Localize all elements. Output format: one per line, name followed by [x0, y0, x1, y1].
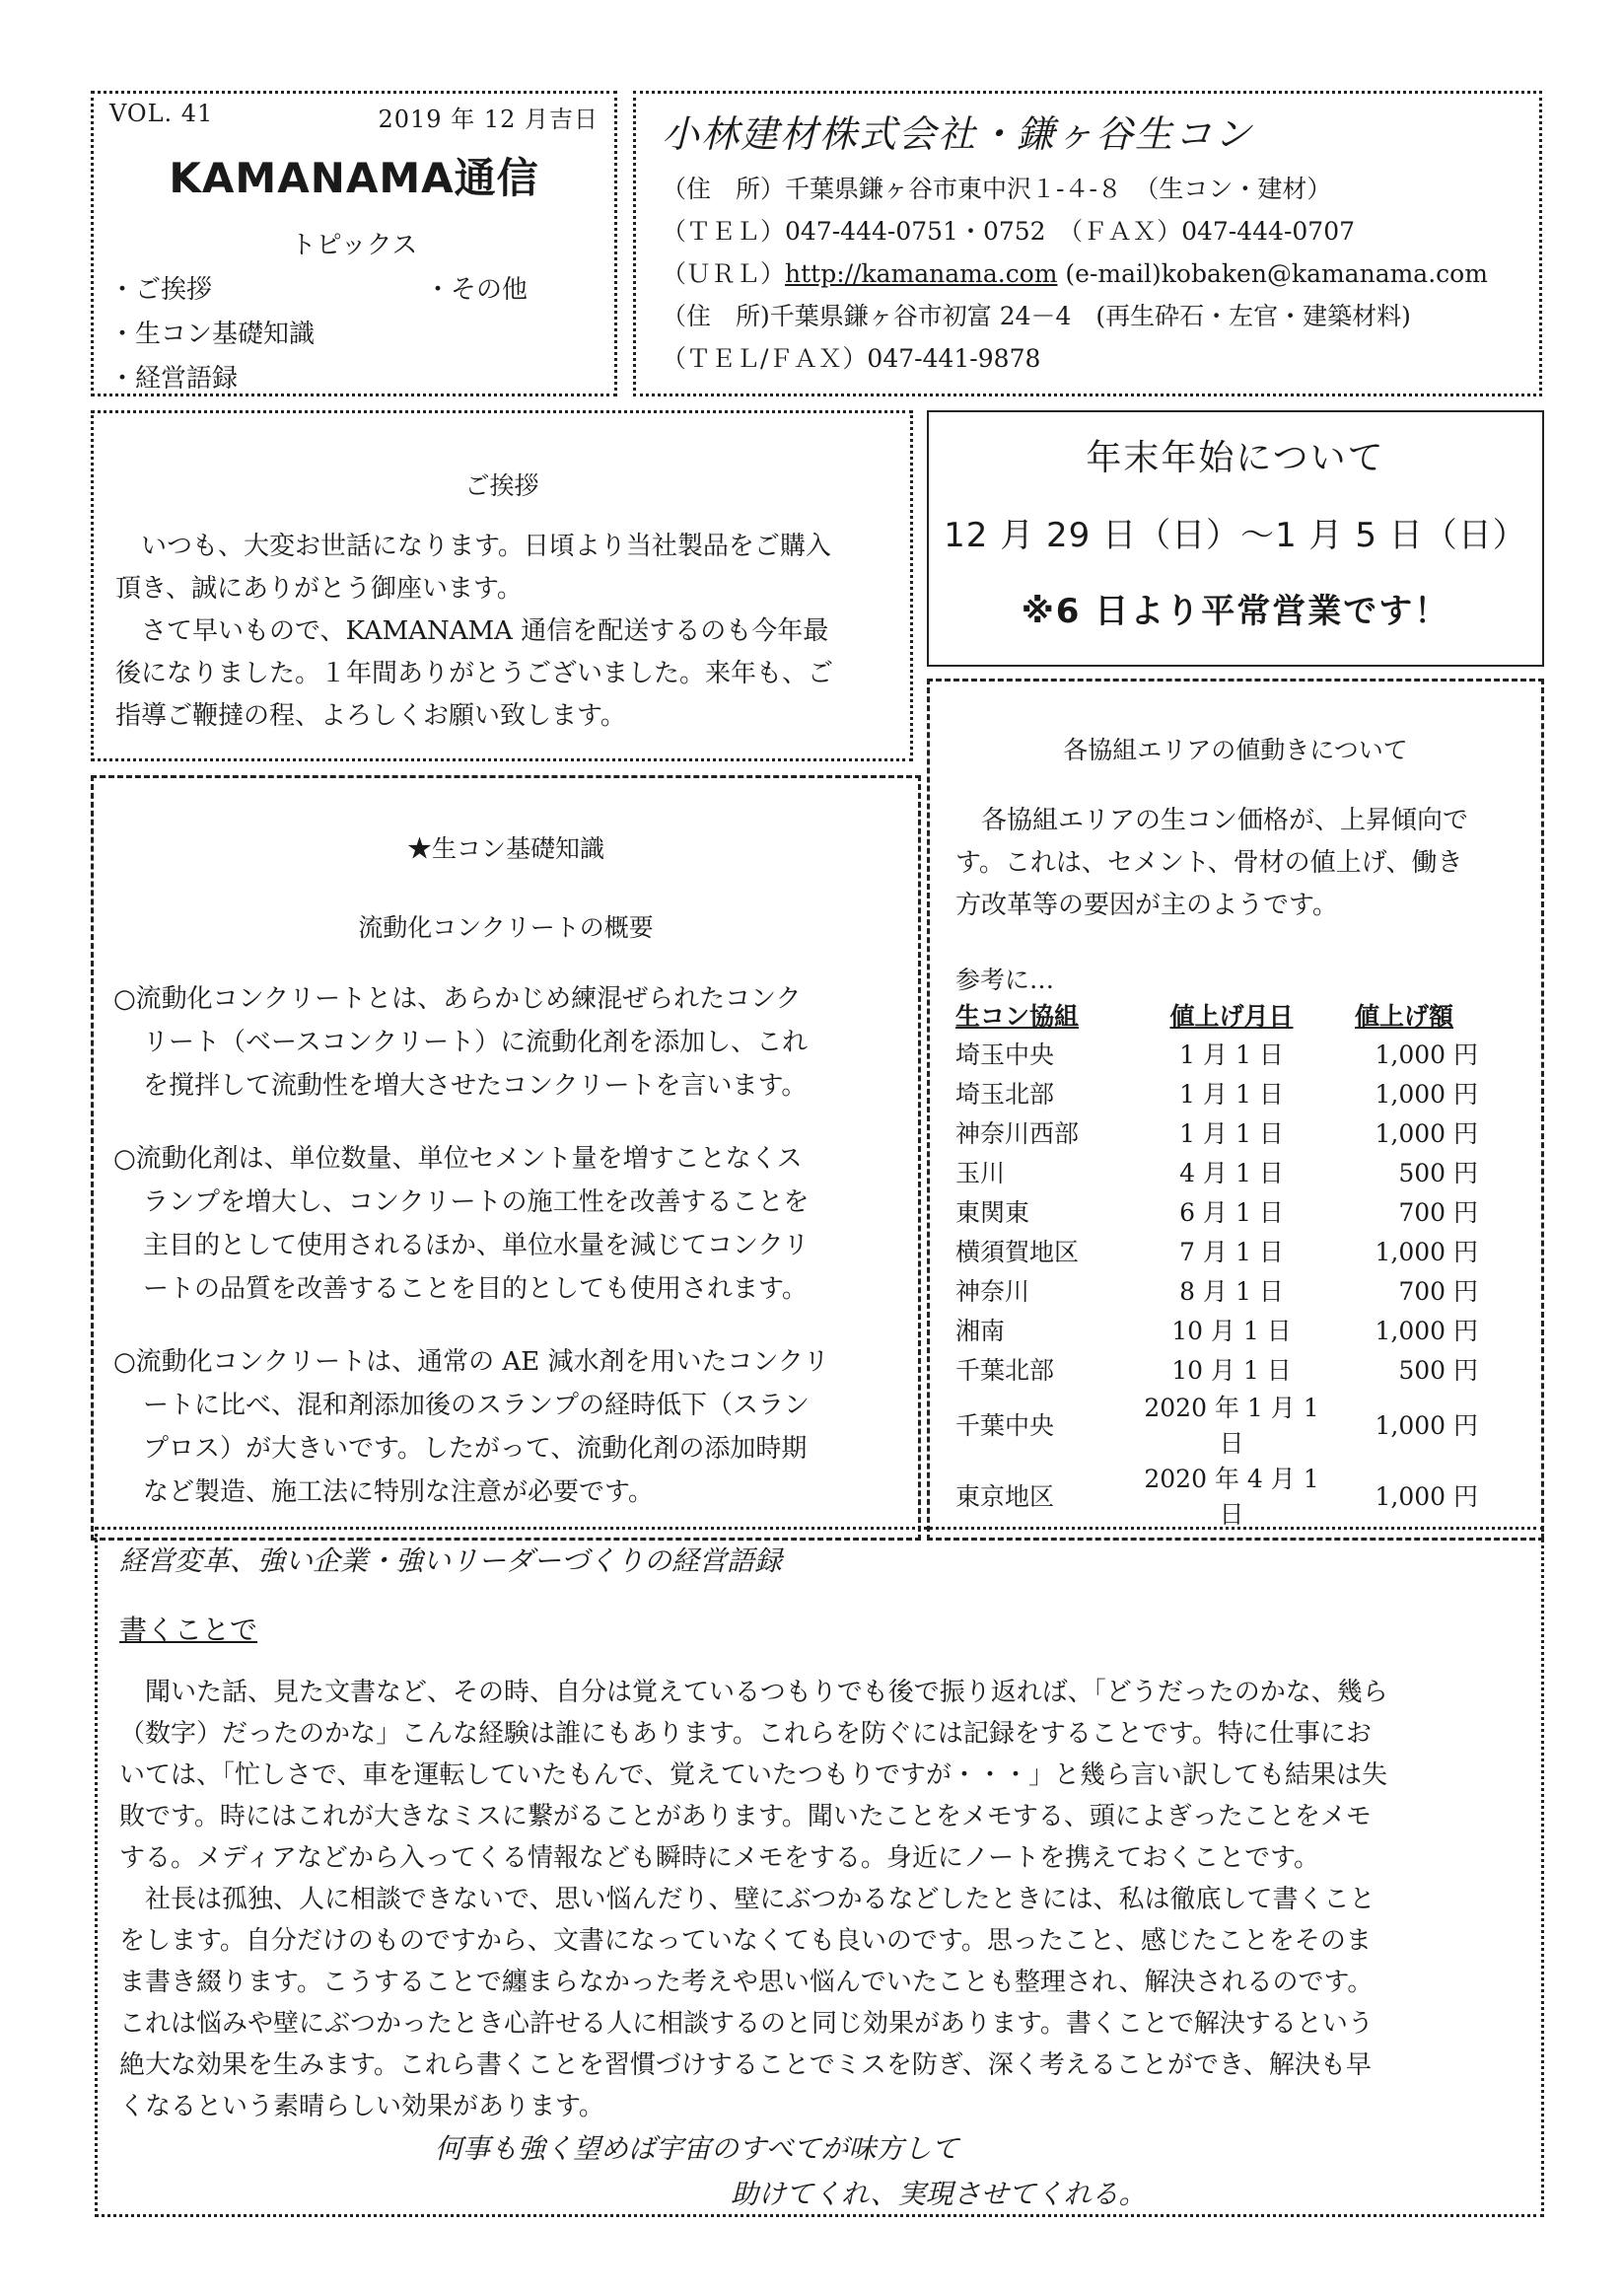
branch-tel-fax: （ＴＥＬ/ＦＡＸ）047‐441‐9878	[662, 344, 1041, 373]
cooperative-name: 横須賀地区	[955, 1238, 1080, 1266]
knowledge-item	[113, 1137, 898, 1311]
volume-number: VOL. 41	[109, 100, 214, 127]
increase-amount: 1,000 円	[1375, 1080, 1478, 1109]
knowledge-title: ★生コン基礎知識	[406, 834, 604, 863]
masthead-meta	[109, 100, 599, 134]
greeting-line: 頂き、誠にありがとう御座います。	[115, 574, 523, 604]
price-section	[927, 679, 1544, 1541]
price-table	[955, 996, 1478, 1531]
greeting-line: 後になりました。１年間ありがとうございました。来年も、ご	[115, 659, 834, 688]
increase-date: 10 月 1 日	[1171, 1356, 1292, 1385]
new-year-dates: 12 月 29 日（日）～1 月 5 日（日）	[944, 516, 1527, 555]
cooperative-name: 東関東	[955, 1198, 1030, 1227]
column-header: 値上げ月日	[1169, 1002, 1294, 1031]
management-line: をします。自分だけのものですから、文書になっていなくても良いのです。思ったこと、感じたことをそのま	[119, 1926, 1372, 1956]
increase-amount: 500 円	[1398, 1159, 1478, 1187]
management-section	[95, 1527, 1544, 2217]
url-label: （ＵＲＬ）	[662, 259, 786, 288]
topic-item: ・経営語録	[109, 364, 239, 394]
company-web	[662, 252, 1514, 295]
management-line: くなるという素晴らしい効果があります。	[119, 2092, 604, 2121]
motto-line-2: 助けてくれ、実現させてくれる。	[731, 2178, 1147, 2210]
table-header-row	[955, 996, 1478, 1034]
topic-item: ・ご挨拶	[109, 275, 213, 305]
email-address: (e-mail)kobaken@kamanama.com	[1065, 259, 1488, 288]
cooperative-name: 神奈川	[955, 1277, 1030, 1306]
management-line: 絶大な効果を生みます。これら書くことを習慣づけすることでミスを防ぎ、深く考えることができ、解決も早	[119, 2050, 1372, 2080]
price-intro-line: す。これは、セメント、骨材の値上げ、働き	[955, 848, 1463, 878]
company-name: 小林建材株式会社・鎌ヶ谷生コン	[662, 112, 1254, 156]
table-row	[955, 1460, 1478, 1531]
increase-date: 1 月 1 日	[1179, 1040, 1284, 1069]
management-title: 経営変革、強い企業・強いリーダーづくりの経営語録	[119, 1544, 783, 1577]
management-line: 聞いた話、見た文書など、その時、自分は覚えているつもりでも後で振り返れば、「どうだったのかな、幾ら	[145, 1678, 1388, 1707]
knowledge-line: 主目的として使用されるほか、単位水量を減じてコンクリ	[143, 1231, 810, 1260]
table-row	[955, 1270, 1478, 1310]
price-intro-line: 方改革等の要因が主のようです。	[955, 891, 1338, 920]
management-line: する。メディアなどから入ってくる情報なども瞬時にメモをする。身近にノートを携えておくことです。	[119, 1843, 1320, 1873]
greeting-body	[115, 526, 888, 738]
price-ref-label: 参考に…	[955, 966, 1055, 994]
issue-date: 2019 年 12 月吉日	[378, 106, 599, 133]
increase-date: 4 月 1 日	[1179, 1159, 1284, 1187]
cooperative-name: 千葉中央	[955, 1411, 1055, 1440]
table-row	[955, 1349, 1478, 1389]
cooperative-name: 東京地区	[955, 1482, 1055, 1511]
cooperative-name: 埼玉北部	[955, 1080, 1055, 1109]
table-row	[955, 1231, 1478, 1270]
management-body	[119, 1672, 1519, 2127]
cooperative-name: 埼玉中央	[955, 1040, 1055, 1069]
greeting-title: ご挨拶	[464, 471, 539, 500]
column-header: 値上げ額	[1354, 1002, 1453, 1031]
table-row	[955, 1073, 1478, 1112]
cooperative-name: 湘南	[955, 1317, 1006, 1345]
new-year-title: 年末年始について	[1086, 438, 1385, 478]
management-line: いては、「忙しさで、車を運転していたもんで、覚えていたつもりですが・・・」と幾ら言い訳しても結果は失	[119, 1760, 1387, 1790]
price-intro	[955, 800, 1516, 927]
increase-date: 1 月 1 日	[1179, 1119, 1284, 1148]
greeting-section	[91, 410, 913, 761]
newsletter-masthead	[91, 91, 617, 396]
topics-heading: トピックス	[290, 231, 418, 260]
knowledge-line: など製造、施工法に特別な注意が必要です。	[143, 1477, 654, 1507]
branch-address: （住 所)千葉県鎌ヶ谷市初富 24－4 (再生砕石・左官・建築材料)	[662, 302, 1411, 330]
knowledge-section	[91, 775, 921, 1541]
knowledge-line: ランプを増大し、コンクリートの施工性を改善することを	[143, 1187, 810, 1217]
increase-date: 8 月 1 日	[1179, 1277, 1284, 1306]
management-line: 社長は孤独、人に相談できないで、思い悩んだり、壁にぶつかるなどしたときには、私は徹底して書くこと	[145, 1885, 1376, 1914]
increase-date: 10 月 1 日	[1171, 1317, 1292, 1345]
management-line: ま書き綴ります。こうすることで纏まらなかった考えや思い悩んでいたことも整理され、解決されるのです。	[119, 1968, 1374, 1997]
increase-amount: 1,000 円	[1375, 1119, 1478, 1148]
management-line: （数字）だったのかな」こんな経験は誰にもあります。これらを防ぐには記録をすることです。特に仕事にお	[119, 1719, 1372, 1749]
column-header: 生コン協組	[955, 1002, 1080, 1031]
management-line: これは悩みや壁にぶつかったとき心許せる人に相談するのと同じ効果があります。書くことで解決するという	[119, 2009, 1374, 2039]
table-row	[955, 1112, 1478, 1152]
knowledge-line: ○流動化剤は、単位数量、単位セメント量を増すことなくス	[113, 1144, 803, 1174]
table-row	[955, 1191, 1478, 1231]
management-line: 敗です。時にはこれが大きなミスに繋がることがあります。聞いたことをメモする、頭によぎったことをメモ	[119, 1802, 1372, 1831]
motto-line-1: 何事も強く望めば宇宙のすべてが味方して	[435, 2132, 959, 2165]
knowledge-item	[113, 1340, 898, 1514]
increase-amount: 1,000 円	[1375, 1317, 1478, 1345]
table-row	[955, 1034, 1478, 1073]
knowledge-subtitle: 流動化コンクリートの概要	[358, 913, 654, 942]
cooperative-name: 千葉北部	[955, 1356, 1055, 1385]
price-intro-line: 各協組エリアの生コン価格が、上昇傾向で	[981, 806, 1469, 835]
newsletter-title: KAMANAMA通信	[169, 154, 539, 202]
topic-item: ・生コン基礎知識	[109, 320, 316, 349]
knowledge-line: ートの品質を改善することを目的としても使用されます。	[143, 1274, 808, 1304]
increase-amount: 1,000 円	[1375, 1482, 1478, 1511]
increase-amount: 1,000 円	[1375, 1238, 1478, 1266]
increase-amount: 500 円	[1398, 1356, 1478, 1385]
new-year-notice	[927, 410, 1544, 667]
increase-amount: 1,000 円	[1375, 1411, 1478, 1440]
increase-amount: 700 円	[1398, 1277, 1478, 1306]
company-info	[633, 91, 1542, 396]
knowledge-item	[113, 977, 898, 1108]
company-address: （住 所）千葉県鎌ヶ谷市東中沢１‐４‐８ （生コン・建材）	[662, 175, 1332, 203]
knowledge-line: ○流動化コンクリートは、通常の AE 減水剤を用いたコンクリ	[113, 1347, 829, 1377]
greeting-line: 指導ご鞭撻の程、よろしくお願い致します。	[115, 701, 626, 731]
new-year-note: ※6 日より平常営業です！	[1021, 592, 1450, 631]
topics-list	[109, 269, 599, 395]
greeting-line: いつも、大変お世話になります。日頃より当社製品をご購入	[141, 532, 831, 561]
increase-amount: 700 円	[1398, 1198, 1478, 1227]
topic-item: ・その他	[425, 275, 529, 305]
management-subtitle: 書くことで	[119, 1614, 258, 1646]
increase-date: 2020 年 4 月 1 日	[1144, 1465, 1319, 1529]
knowledge-line: プロス）が大きいです。したがって、流動化剤の添加時期	[143, 1434, 808, 1464]
increase-date: 7 月 1 日	[1179, 1238, 1284, 1266]
knowledge-line: ○流動化コンクリートとは、あらかじめ練混ぜられたコンク	[113, 984, 802, 1014]
table-row	[955, 1389, 1478, 1460]
greeting-line: さて早いもので、KAMANAMA 通信を配送するのも今年最	[141, 616, 829, 646]
company-tel-fax: （ＴＥＬ）047‐444‐0751・0752 （ＦＡＸ）047‐444‐0707	[662, 217, 1356, 246]
price-rows	[955, 1034, 1478, 1531]
knowledge-line: リート（ベースコンクリート）に流動化剤を添加し、これ	[143, 1028, 809, 1057]
increase-date: 1 月 1 日	[1179, 1080, 1284, 1109]
cooperative-name: 玉川	[955, 1159, 1006, 1187]
table-row	[955, 1310, 1478, 1349]
increase-amount: 1,000 円	[1375, 1040, 1478, 1069]
knowledge-line: を撹拌して流動性を増大させたコンクリートを言います。	[143, 1071, 808, 1101]
website-link[interactable]: http://kamanama.com	[785, 259, 1058, 288]
increase-date: 2020 年 1 月 1 日	[1144, 1394, 1319, 1458]
price-title: 各協組エリアの値動きについて	[1063, 736, 1408, 764]
company-contact	[662, 168, 1514, 380]
cooperative-name: 神奈川西部	[955, 1119, 1080, 1148]
increase-date: 6 月 1 日	[1179, 1198, 1284, 1227]
table-row	[955, 1152, 1478, 1191]
knowledge-line: ートに比べ、混和剤添加後のスランプの経時低下（スラン	[143, 1391, 811, 1420]
